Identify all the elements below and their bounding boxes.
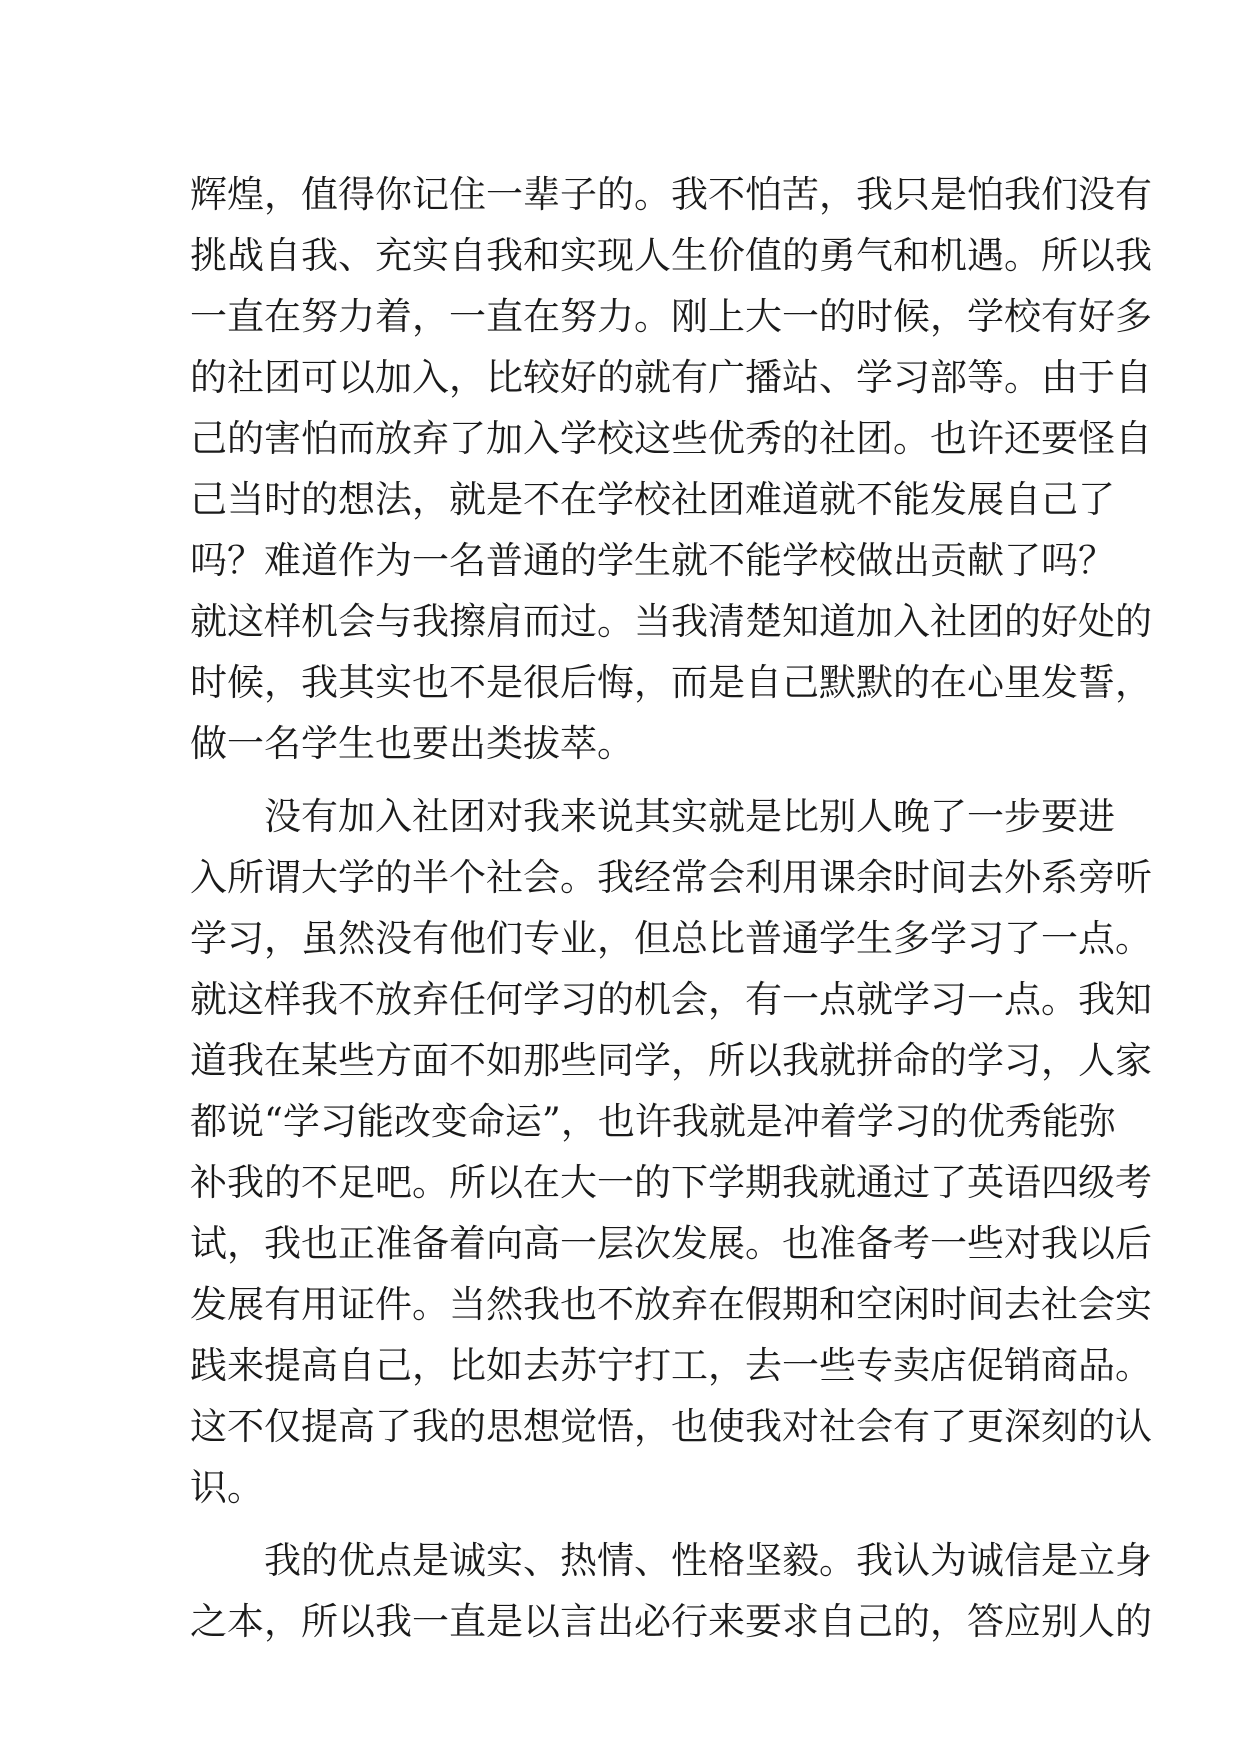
text-line: 之本，所以我一直是以言出必行来要求自己的，答应别人的 (190, 1600, 1152, 1643)
text-line: 补我的不足吧。所以在大一的下学期我就通过了英语四级考 (190, 1161, 1152, 1204)
text-line: 试，我也正准备着向高一层次发展。也准备考一些对我以后 (190, 1222, 1152, 1265)
paragraph-gap (190, 774, 1060, 786)
text-line: 就这样我不放弃任何学习的机会，有一点就学习一点。我知 (190, 978, 1152, 1021)
text-line: 我的优点是诚实、热情、性格坚毅。我认为诚信是立身 (264, 1539, 1152, 1582)
text-line: 入所谓大学的半个社会。我经常会利用课余时间去外系旁听 (190, 856, 1152, 899)
paragraph-2 (190, 786, 1152, 1518)
paragraph-3 (190, 1530, 1152, 1652)
text-line: 的社团可以加入，比较好的就有广播站、学习部等。由于自 (190, 356, 1152, 399)
text-line: 时候，我其实也不是很后悔，而是自己默默的在心里发誓， (190, 661, 1152, 704)
paragraph-gap (190, 1518, 1060, 1530)
text-line: 没有加入社团对我来说其实就是比别人晚了一步要进 (264, 795, 1115, 838)
text-line: 一直在努力着，一直在努力。刚上大一的时候，学校有好多 (190, 295, 1152, 338)
text-line: 己当时的想法，就是不在学校社团难道就不能发展自己了 (190, 478, 1115, 521)
text-line: 践来提高自己，比如去苏宁打工，去一些专卖店促销商品。 (190, 1344, 1152, 1387)
text-line: 学习，虽然没有他们专业，但总比普通学生多学习了一点。 (190, 917, 1152, 960)
text-line: 辉煌，值得你记住一辈子的。我不怕苦，我只是怕我们没有 (190, 173, 1152, 216)
text-line: 挑战自我、充实自我和实现人生价值的勇气和机遇。所以我 (190, 234, 1152, 277)
text-line: 发展有用证件。当然我也不放弃在假期和空闲时间去社会实 (190, 1283, 1152, 1326)
text-line: 识。 (190, 1466, 264, 1509)
text-line: 道我在某些方面不如那些同学，所以我就拼命的学习，人家 (190, 1039, 1152, 1082)
paragraph-1 (190, 164, 1152, 774)
text-line: 就这样机会与我擦肩而过。当我清楚知道加入社团的好处的 (190, 600, 1152, 643)
text-line: 己的害怕而放弃了加入学校这些优秀的社团。也许还要怪自 (190, 417, 1152, 460)
text-line: 都说“学习能改变命运”，也许我就是冲着学习的优秀能弥 (190, 1100, 1116, 1143)
text-line: 这不仅提高了我的思想觉悟，也使我对社会有了更深刻的认 (190, 1405, 1152, 1448)
body-text (190, 164, 1152, 1652)
text-line: 吗？难道作为一名普通的学生就不能学校做出贡献了吗？ (190, 539, 1115, 582)
text-line: 做一名学生也要出类拔萃。 (190, 722, 634, 765)
